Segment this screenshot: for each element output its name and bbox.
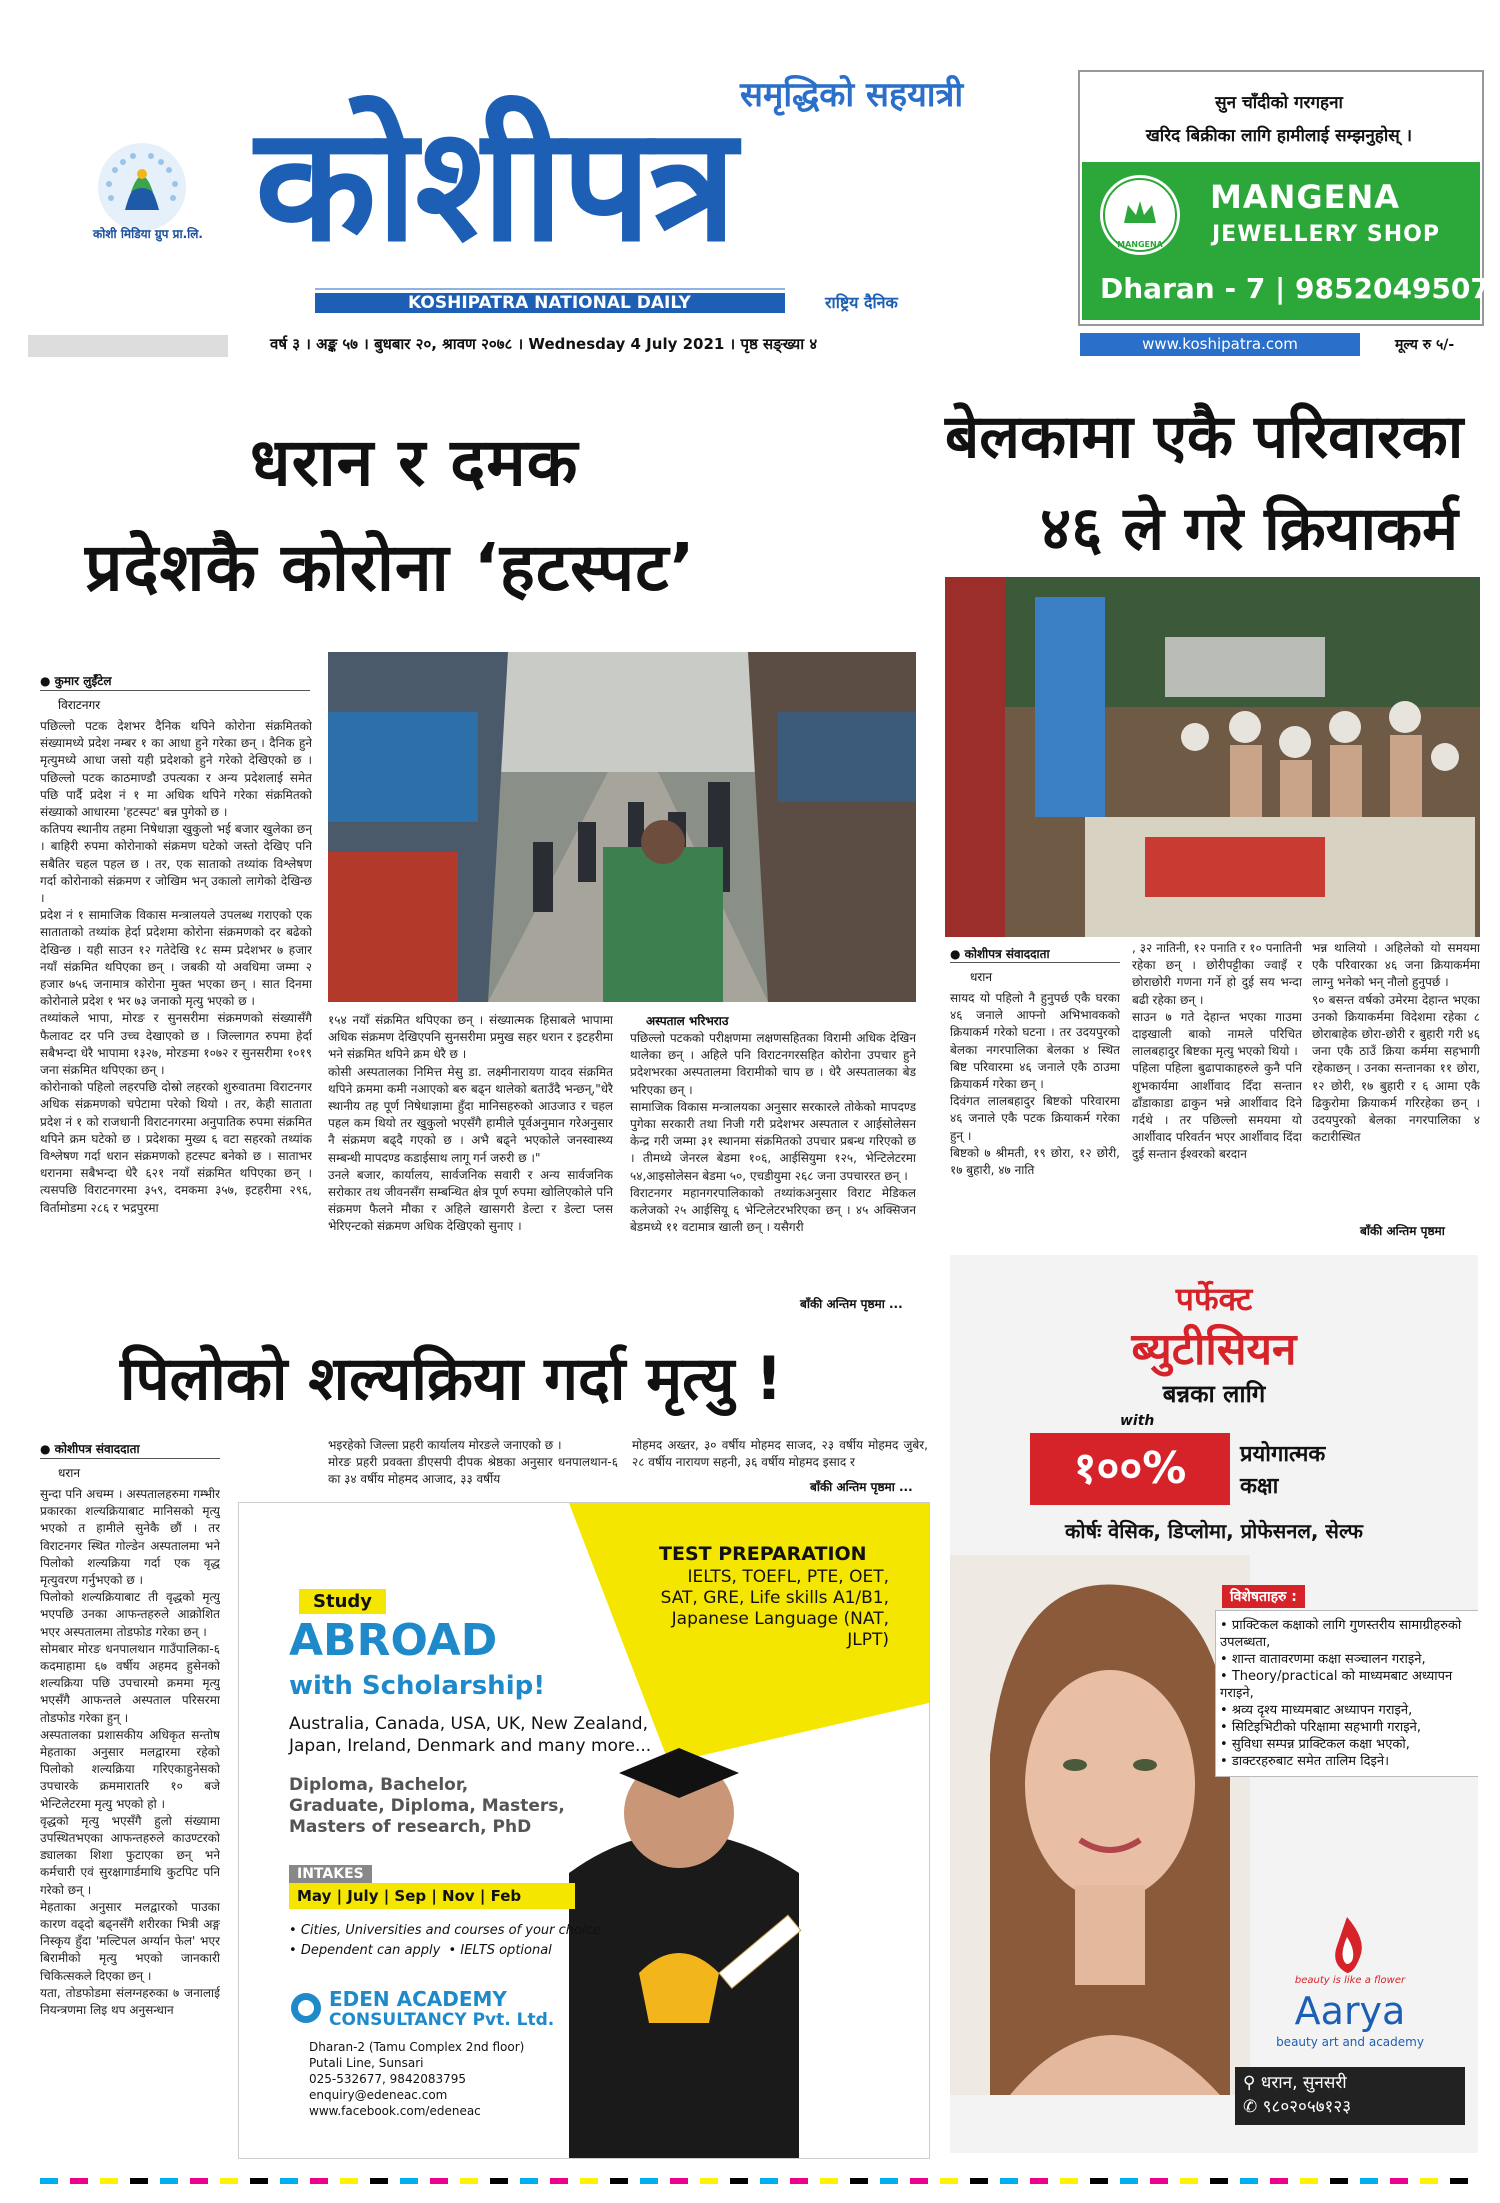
test-prep-title: TEST PREPARATION: [659, 1543, 867, 1565]
eden-email[interactable]: enquiry@edeneac.com: [309, 2088, 448, 2102]
test-list: IELTS, TOEFL, PTE, OET, SAT, GRE, Life skills A1/B1, Japanese Language (NAT, JLPT): [660, 1567, 889, 1650]
registration-mark: [70, 2178, 88, 2184]
price: मूल्य रु ५/-: [1395, 337, 1455, 353]
registration-mark: [940, 2178, 958, 2184]
aarya-sub: beauty art and academy: [1276, 2035, 1424, 2049]
registration-mark: [400, 2178, 418, 2184]
story2-column3: भन्न थालियो । अहिलेको यो समयमा एकै परिवारका ४६ जना क्रियाकर्ममा लाग्नु भनेको भन् नौलो हुनुपर्छ । ९० बसन्त वर्षको उमेरमा देहान्त भएका उनको क्रियाकर्ममा विदेशमा रहेका ८ छोराबाहेक छोरा-छोरी र बुहारी गरी ४६ जना एकै ठाउँ क्रिया कर्ममा सहभागी रहेकाछन् । उनका सन्तानका ११ छोरा, १२ छोरी, १७ बुहारी र ६ आमा एकै ढिकुरोमा क्रियाकर्म गरिरहेका छन् । उदयपुरको बेलका नगरपालिका ४ कटारीस्थित: [1312, 941, 1480, 1145]
logo-underline: [315, 288, 785, 290]
course-list: कोर्षः वेसिक, डिप्लोमा, प्रोफेसनल, सेल्फ: [1065, 1519, 1363, 1543]
bullet2-text: Dependent can apply: [300, 1943, 441, 1958]
market-crowd-photo: [328, 652, 916, 1002]
registration-mark: [910, 2178, 928, 2184]
registration-mark: [1060, 2178, 1078, 2184]
registration-mark: [1360, 2178, 1378, 2184]
feature-text: डाक्टरहरुबाट समेत तालिम दिइने।: [1231, 1754, 1390, 1769]
eden-phone: 025-532677, 9842083795: [309, 2072, 467, 2086]
registration-mark: [220, 2178, 238, 2184]
story3-byline: ● कोशीपत्र संवाददाता: [40, 1442, 140, 1456]
abroad-title: ABROAD: [289, 1615, 498, 1666]
with-label: with: [1120, 1413, 1155, 1429]
registration-mark: [610, 2178, 628, 2184]
eden-name: EDEN ACADEMY: [329, 1987, 507, 2011]
registration-mark: [100, 2178, 118, 2184]
study-bullet1: • Cities, Universities and courses of your choice.: [289, 1923, 605, 1938]
story1-column3: पछिल्लो पटकको परीक्षणमा लक्षणसहितका विरामी अधिक देखिन थालेका छन् । अहिले पनि विराटनगरसहित कोरोना उपचार हुने प्रदेशभरका अस्पतालमा विरामीको चाप छ । धेरै अस्पतालका बेड भरिएका छन् । सामाजिक विकास मन्त्रालयका अनुसार सरकारले तोकेको मापदण्ड पुगेका सरकारी तथा निजी गरी प्रदेशभर अस्पताल र आईसोलेसन केन्द्र गरी जम्मा ३१ स्थानमा संक्रमितको उपचार प्रबन्ध गरिएको छ । तीमध्ये जेनरल बेडमा १०६, आईसियुमा १२५, भेन्टिलेटरमा ५४,आइसोलेसन बेडमा ५०, एचडीयुमा २६८ जना उपचाररत छन् । विराटनगर महानगरपालिकाको तथ्यांकअनुसार विराट मेडिकल कलेजको २५ आईसियू ६ भेन्टिलेटरभरिएका छन् । ४५ अक्सिजन बेडमध्ये ११ वटामात्र खाली छन् । यसैगरी: [630, 1031, 916, 1235]
features-list: [1215, 1610, 1478, 1777]
eden-address: [309, 2039, 524, 2119]
registration-mark: [1390, 2178, 1408, 2184]
address-line1: Dharan-2 (Tamu Complex 2nd floor): [309, 2040, 525, 2054]
study-abroad-ad[interactable]: [238, 1502, 930, 2159]
koshi-media-emblem-icon: [95, 140, 190, 235]
feature-text: श्रव्य दृश्य माध्यमबाट अध्यापन गराइने,: [1231, 1703, 1413, 1718]
registration-mark: [1300, 2178, 1318, 2184]
story2-headline-line2: ४६ ले गरे क्रियाकर्म: [1040, 494, 1458, 564]
registration-mark: [760, 2178, 778, 2184]
registration-mark: [370, 2178, 388, 2184]
bullet1-text: Cities, Universities and courses of your choice.: [300, 1923, 605, 1938]
registration-mark: [730, 2178, 748, 2184]
jewellery-ad-line2: खरिद बिक्रीका लागि हामीलाई सम्झनुहोस् ।: [1145, 126, 1413, 146]
aarya-phone: ९८०२०५७१२३: [1262, 2097, 1352, 2117]
jewellery-logo-text: MANGENA: [1117, 240, 1163, 249]
aarya-flame-icon: [1322, 1915, 1372, 1975]
story3-byline-rule: [40, 1458, 220, 1459]
aarya-tagline: beauty is like a flower: [1294, 1975, 1406, 1986]
registration-mark: [790, 2178, 808, 2184]
website-link[interactable]: www.koshipatra.com: [1080, 333, 1360, 356]
registration-mark: [670, 2178, 688, 2184]
story3-column3: मोहमद अख्तर, ३० वर्षीय मोहमद साजद, २३ वर्षीय मोहमद जुबेर, २८ वर्षीय नारायण सहनी, ३६ वर्षीय मोहमद इसाद र: [632, 1438, 928, 1470]
registration-mark: [490, 2178, 508, 2184]
registration-mark: [1270, 2178, 1288, 2184]
registration-mark: [1090, 2178, 1108, 2184]
features-title: विशेषताहरु :: [1222, 1585, 1305, 1608]
registration-mark: [1420, 2178, 1438, 2184]
registration-mark: [640, 2178, 658, 2184]
funeral-ritual-photo: [945, 577, 1480, 937]
story2-column1: सायद यो पहिलो नै हुनुपर्छ एकै घरका ४६ जनाले आफ्नो अभिभावकको क्रियाकर्म गरेको घटना । तर उदयपुरको बेलका नगरपालिका बेलका ४ स्थित बिष्ट परिवारमा ४६ जनाले एकै ठाउमा क्रियाकर्म गरेका छन् । दिवंगत लालबहादुर बिष्टको परिवारमा ४६ जनाले एकै पटक क्रियाकर्म गरेका हुन् । बिष्टको ७ श्रीमती, १९ छोरा, १२ छोरी, १७ बुहारी, ४७ नाति: [950, 991, 1120, 1178]
eden-consultancy: CONSULTANCY Pvt. Ltd.: [329, 2010, 555, 2030]
jewellery-name: MANGENA: [1210, 178, 1401, 216]
english-name: KOSHIPATRA NATIONAL DAILY: [408, 293, 691, 313]
aarya-contact: [1235, 2067, 1465, 2125]
registration-mark: [250, 2178, 268, 2184]
story2-column2: , ३२ नातिनी, १२ पनाति र १० पनातिनी रहेका छन् । छोरीपट्टीका ज्वाइँ र छोराछोरी गणना गर्ने हो दुई सय भन्दा बढी रहेका छन् । साउन ७ गते देहान्त भएका गाउमा दाइखाली बाको नामले परिचित लालबहादुर बिष्टका मृत्यु भएको थियो । पहिला पहिला बुढापाकाहरुले कुनै पनि शुभकार्यमा आर्शीवाद दिँदा सन्तान ढाँडाकाडा ढाकुन भन्ने आर्शीवाद दिने गर्दथे । तर पछिल्लो समयमा यो आर्शीवाद परिवर्तन भएर आर्शीवाद दिंदा दुई सन्तान ईश्वरको बरदान: [1132, 941, 1302, 1162]
publisher-name: कोशी मिडिया ग्रुप प्रा.लि.: [93, 227, 203, 241]
registration-mark: [550, 2178, 568, 2184]
registration-mark: [1240, 2178, 1258, 2184]
national-daily-label: राष्ट्रिय दैनिक: [825, 293, 898, 312]
registration-mark: [310, 2178, 328, 2184]
registration-mark: [970, 2178, 988, 2184]
jewellery-contact: Dharan - 7 | 9852049507: [1100, 272, 1490, 305]
story3-headline: पिलोको शल्यक्रिया गर्दा मृत्यु !: [120, 1344, 783, 1414]
scholarship-title: with Scholarship!: [289, 1671, 546, 1701]
intakes-label: INTAKES: [289, 1865, 372, 1883]
feature-item: • प्राक्टिकल कक्षाको लागि गुणस्तरीय सामाग्रीहरुको उपलब्धता,: [1220, 1618, 1462, 1650]
feature-text: प्राक्टिकल कक्षाको लागि गुणस्तरीय सामाग्रीहरुको उपलब्धता,: [1220, 1618, 1462, 1650]
registration-mark: [1030, 2178, 1048, 2184]
issue-line: वर्ष ३ । अङ्क ५७ । बुधबार २०, श्रावण २०७८ । Wednesday 4 July 2021 । पृष्ठ सङ्ख्या ४: [270, 335, 818, 353]
story3-continued: बाँकी अन्तिम पृष्ठमा ...: [810, 1480, 913, 1494]
phone-icon-row: ✆ ९८०२०५७१२३: [1243, 2097, 1352, 2117]
story1-subhead: अस्पताल भरिभराउ: [646, 1014, 729, 1028]
registration-mark: [1150, 2178, 1168, 2184]
registration-mark: [280, 2178, 298, 2184]
byline-rule: [40, 690, 310, 691]
story3-column2: भइरहेको जिल्ला प्रहरी कार्यालय मोरङले जनाएको छ । मोरङ प्रहरी प्रवक्ता डीएसपी दीपक श्रेष्ठका अनुसार धनपालथान-६ का ३४ वर्षीय मोहमद आजाद, ३३ वर्षीय: [328, 1438, 618, 1487]
location-pin-icon-row: ⚲ धरान, सुनसरी: [1243, 2073, 1347, 2093]
newspaper-logo: कोशीपत्र: [255, 93, 735, 277]
story2-author: कोशीपत्र संवाददाता: [964, 947, 1050, 961]
jewellery-subname: JEWELLERY SHOP: [1212, 222, 1440, 247]
registration-mark: [700, 2178, 718, 2184]
registration-mark: [430, 2178, 448, 2184]
study-tag: Study: [299, 1589, 386, 1614]
percent-box: १००%: [1030, 1433, 1230, 1505]
study-bullet2: • Dependent can apply • IELTS optional: [289, 1943, 552, 1958]
beautician-ad[interactable]: [950, 1255, 1478, 2153]
story3-location: धरान: [58, 1466, 81, 1480]
registration-mark: [40, 2178, 58, 2184]
intakes-months: May | July | Sep | Nov | Feb: [289, 1883, 575, 1909]
address-line2: Putali Line, Sunsari: [309, 2056, 424, 2070]
story1-continued: बाँकी अन्तिम पृष्ठमा ...: [800, 1297, 903, 1311]
registration-mark: [1120, 2178, 1138, 2184]
registration-mark: [460, 2178, 478, 2184]
story1-headline-line2: प्रदेशकै कोरोना ‘हटस्पट’: [85, 529, 696, 606]
feature-text: Theory/practical को माध्यमबाट अध्यापन गराइने,: [1220, 1669, 1453, 1701]
story1-column1: पछिल्लो पटक देशभर दैनिक थपिने कोरोना संक्रमितको संख्यामध्ये प्रदेश नम्बर १ का आधा हुने गरेका छन् । दैनिक हुने मृत्युमध्ये आधा जसो यही प्रदेशको हुने गरेको देखिएको छ । पछिल्लो पटक काठमाण्डौ उपत्यका र अन्य प्रदेशलाई समेत पछि पार्दै प्रदेश नं १ मा अधिक थपिने गरेका संक्रमितको संख्याको आधारमा 'हटस्पट' बन्न पुगेको छ । कतिपय स्थानीय तहमा निषेधाज्ञा खुकुलो भई बजार खुलेका छन् । बाहिरी रुपमा कोरोनाको संक्रमण घटेको जस्तो देखिए पनि सबैतिर चहल पहल छ । तर, एक साताको तथ्यांक विश्लेषण गर्दा कोरोनाको संक्रमण र जोखिम भन् उकालो लागेको देखिन्छ । प्रदेश नं १ सामाजिक विकास मन्त्रालयले उपलब्ध गराएको एक साताताको तथ्यांक हेर्दा प्रदेशमा कोरोना संक्रमणको दर बढेको देखिन्छ । यही साउन १२ गतेदेखि १८ सम्म प्रदेशभर ७ हजार नयाँ संक्रमित थपिएका छन् । जबकी यो अवधिमा जम्मा २ हजार ७५६ जनामात्र कोरोना मुक्त भएका छन् । सात दिनमा कोरोनाले प्रदेश १ भर ७३ जनाको मृत्यु भएको छ । तथ्यांकले भापा, मोरङ र सुनसरीमा संक्रमणको संख्यासँगै फैलावट दर पनि उच्च देखाएको छ । जिल्लागत रुपमा हेर्दा सबैभन्दा धेरै भापामा १३२७, मोरङमा १०७२ र सुनसरीमा १०१९ जना संक्रमित थपिएका छन् । कोरोनाको पहिलो लहरपछि दोस्रो लहरको शुरुवातमा विराटनगर अधिक संक्रमणको चपेटामा परेको थियो । तर, केही साताता प्रदेश नं १ को राजधानी विराटनगरमा अनुपातिक रुपमा संक्रमित थपिने क्रम घटेको छ । प्रदेशका मुख्य ६ वटा सहरको तथ्यांक विश्लेषण गर्दा धरान संक्रमणको हटस्पट बनेको छ । साताभर धरानमा सबैभन्दा धेरै ६२१ नयाँ संक्रमित थपिएका छन् । त्यसपछि विराटनगरमा ३५९, दमकमा ३५७, इटहरीमा २९६, विर्तामोडमा २८६ र भद्रपुरमा: [40, 719, 312, 1215]
practical-line1: प्रयोगात्मक: [1240, 1442, 1326, 1467]
registration-mark: [340, 2178, 358, 2184]
story1-headline-line1: धरान र दमक: [250, 424, 579, 501]
registration-mark: [190, 2178, 208, 2184]
feature-item: • Theory/practical को माध्यमबाट अध्यापन गराइने,: [1220, 1669, 1453, 1701]
registration-mark: [1330, 2178, 1348, 2184]
print-registration-marks: [40, 2178, 1480, 2186]
aarya-location: धरान, सुनसरी: [1260, 2073, 1347, 2093]
jewellery-ad-line1: सुन चाँदीको गरगहना: [1215, 93, 1343, 113]
countries-list: Australia, Canada, USA, UK, New Zealand, Japan, Ireland, Denmark and many more...: [289, 1714, 652, 1756]
story2-location: धरान: [970, 970, 993, 984]
bullet3-text: IELTS optional: [460, 1943, 552, 1958]
registration-mark: [880, 2178, 898, 2184]
feature-item: • सिटिइभिटीको परिक्षामा सहभागी गराइने,: [1220, 1720, 1421, 1735]
programs-list: Diploma, Bachelor, Graduate, Diploma, Masters, Masters of research, PhD: [289, 1775, 565, 1837]
story1-column2: १५४ नयाँ संक्रमित थपिएका छन् । संख्यात्मक हिसाबले भापामा अधिक संक्रमण देखिएपनि सुनसरीमा प्रमुख सहर धरान र इटहरीमा भने संक्रमित थपिने क्रम धेरै छ । कोसी अस्पतालका निमित्त मेसु डा. लक्ष्मीनारायण यादव संक्रमित थपिने क्रममा कमी नआएको बरु बढ्न थालेको बताउँदै भन्छन्,"धेरै स्थानीय तह पूर्ण निषेधाज्ञामा हुँदा मानिसहरुको आउजाउ र चहल पहल कम थियो तर खुकुलो भएसँगै हामीले पूर्वअनुमान गरेअनुसार नै संक्रमण बढ्दै गएको छ । अभै बढ्ने भएकोले जनस्वास्थ्य सम्बन्धी मापदण्ड कडाईसाथ लागू गर्न जरुरी छ ।" उनले बजार, कार्यालय, सार्वजनिक सवारी र अन्य सार्वजनिक सरोकार तथ जीवनसँग सम्बन्धित क्षेत्र पूर्ण रुपमा खोलिएकोले पनि संक्रमण फैलने मौका र अहिले खासगरी डेल्टा र डेल्टा प्लस भेरिएन्टको संक्रमण अधिक देखिएको सुनाए ।: [328, 1013, 613, 1234]
tagline: समृद्धिको सहयात्री: [740, 75, 964, 115]
story1-location: विराटनगर: [58, 698, 101, 712]
feature-item: • डाक्टरहरुबाट समेत तालिम दिइने।: [1220, 1754, 1390, 1769]
feature-text: सिटिइभिटीको परिक्षामा सहभागी गराइने,: [1231, 1720, 1421, 1735]
feature-item: • सुविधा सम्पन्न प्राक्टिकल कक्षा भएको,: [1220, 1737, 1410, 1752]
feature-text: शान्त वातावरणमा कक्षा सञ्चालन गराइने,: [1231, 1652, 1426, 1667]
story2-byline: ● कोशीपत्र संवाददाता: [950, 947, 1050, 961]
feature-item: • श्रव्य दृश्य माध्यमबाट अध्यापन गराइने,: [1220, 1703, 1413, 1718]
story2-byline-rule: [950, 962, 1120, 963]
registration-mark: [1180, 2178, 1198, 2184]
eden-logo-icon: [289, 1991, 323, 2025]
issue-bar-left: [28, 335, 228, 357]
registration-mark: [160, 2178, 178, 2184]
story3-column1: सुन्दा पनि अचम्म । अस्पतालहरुमा गम्भीर प्रकारका शल्यक्रियाबाट मानिसको मृत्यु भएको त हामीले सुनेकै छौं । तर विराटनगर स्थित गोल्डेन अस्पतालमा भने पिलोको शल्यक्रिया गर्दा एक वृद्ध मृत्युवरण गर्नुभएको छ । पिलोको शल्यक्रियाबाट ती वृद्धको मृत्यु भएपछि उनका आफन्तहरुले आक्रोशित भएर अस्पतालमा तोडफोड गरेका छन् । सोमबार मोरङ धनपालथान गाउँपालिका-६ कदमाहामा ६७ वर्षीय अहमद हुसेनको शल्यक्रिया पछि उपचारमो क्रममा मृत्यु भएसँगै आफन्तले अस्पताल परिसरमा तोडफोड गरेका हुन् । अस्पतालका प्रशासकीय अधिकृत सन्तोष मेहताका अनुसार मलद्वारमा रहेको पिलोको शल्यक्रिया गरिएकाहुनेसको उपचारके क्रममारातरि १० बजे भेन्टिलेटरमा मृत्यु भएको हो । वृद्धको मृत्यु भएसँगै हुलो संख्यामा उपस्थितभएका आफन्तहरुले काउण्टरको ड्यालका शिशा फुटाएका छन् भने कर्मचारी एवं सुरक्षागार्डमाथि कुटपिट पनि गरेको छन् । मेहताका अनुसार मलद्वारको पाउका कारण वढ्दो बढ्नसँगै शरीरका भित्री अङ्ग निस्कृय हुँदा 'मल्टिपल अर्ग्यान फेल' भएर बिरामीको मृत्यु भएको जानकारी चिकित्सकले दिएका छन् । यता, तोडफोडमा संलग्नहरुका ७ जनालाई नियन्त्रणमा लिइ थप अनुसन्धान: [40, 1487, 220, 2018]
eden-facebook[interactable]: www.facebook.com/edeneac: [309, 2104, 481, 2118]
beauty-title3: बन्नका लागि: [1162, 1380, 1266, 1408]
registration-mark: [1450, 2178, 1468, 2184]
registration-mark: [1000, 2178, 1018, 2184]
practical-line2: कक्षा: [1240, 1474, 1279, 1499]
story2-continued: बाँकी अन्तिम पृष्ठमा: [1360, 1224, 1445, 1238]
feature-text: सुविधा सम्पन्न प्राक्टिकल कक्षा भएको,: [1231, 1737, 1410, 1752]
beauty-title2: ब्युटीसियन: [1131, 1324, 1297, 1375]
registration-mark: [580, 2178, 598, 2184]
registration-mark: [520, 2178, 538, 2184]
story1-author: कुमार लुईँटेल: [54, 674, 112, 688]
registration-mark: [850, 2178, 868, 2184]
model-portrait: [950, 1555, 1250, 2095]
registration-mark: [130, 2178, 148, 2184]
story3-author: कोशीपत्र संवाददाता: [54, 1442, 140, 1456]
aarya-brand: Aarya: [1294, 1989, 1406, 2033]
beauty-title1: पर्फेक्ट: [1175, 1280, 1253, 1318]
story1-byline: ● कुमार लुईँटेल: [40, 674, 112, 688]
registration-mark: [820, 2178, 838, 2184]
feature-item: • शान्त वातावरणमा कक्षा सञ्चालन गराइने,: [1220, 1652, 1426, 1667]
registration-mark: [1210, 2178, 1228, 2184]
story2-headline-line1: बेलकामा एकै परिवारका: [945, 402, 1464, 472]
